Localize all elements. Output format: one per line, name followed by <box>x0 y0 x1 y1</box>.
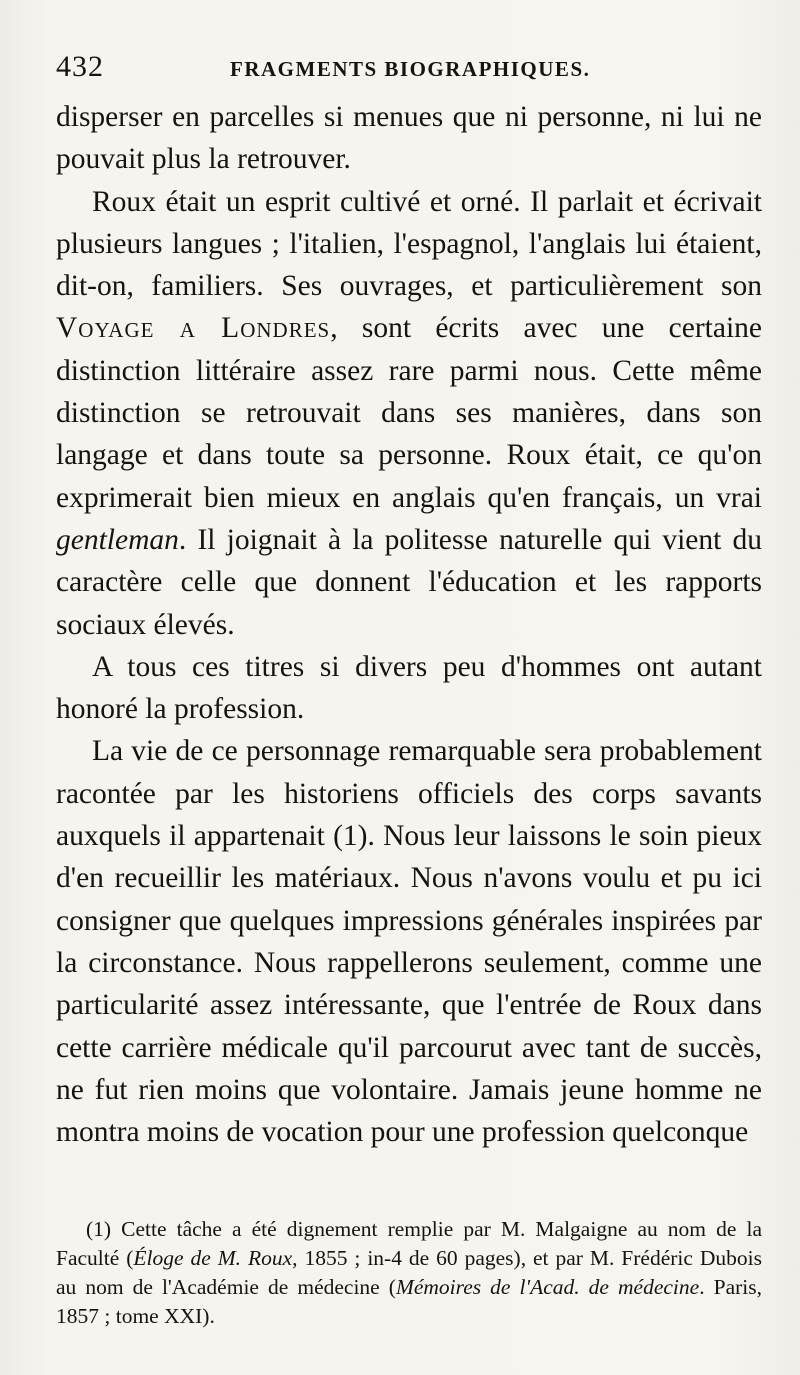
footnote-text: . Paris, 1857 ; tome XXI). <box>56 1275 763 1329</box>
paragraph-roux-esprit <box>56 181 762 646</box>
paragraph-text: , sont écrits avec une certaine distinction littéraire assez rare parmi nous. Cette même distinction se retrouvait dans ses manières, dans son langage et dans toute sa personne. Roux était, ce qu'on exprimerait bien mieux en anglais qu'en français, un vrai <box>56 312 762 514</box>
paragraph-continuation: disperser en parcelles si menues que ni personne, ni lui ne pouvait plus la retrouver. <box>56 101 762 176</box>
footnote-italic: Mémoires de l'Acad. de médecine <box>395 1275 700 1300</box>
running-title: FRAGMENTS BIOGRAPHIQUES. <box>230 57 591 81</box>
italic-word: gentleman <box>56 523 179 556</box>
paragraph-titres: A tous ces titres si divers peu d'hommes ont autant honoré la profession. <box>56 650 762 726</box>
page-header <box>56 50 762 96</box>
footnote-italic: Éloge de M. Roux <box>133 1246 293 1271</box>
main-text <box>56 96 762 1153</box>
footnote <box>56 1215 762 1331</box>
paragraph-text: . Il joignait à la politesse naturelle qui vient du caractère celle que donnent l'éducation et les rapports sociaux élevés. <box>56 523 762 641</box>
paragraph-vie: La vie de ce personnage remarquable sera probablement racontée par les historiens officiels des corps savants auxquels il appartenait (1). Nous leur laissons le soin pieux d'en recueillir les matériaux. Nous n'avons voulu et pu ici consigner que quelques impressions générales inspirées par la circonstance. Nous rappellerons seulement, comme une particularité assez intéressante, que l'entrée de Roux dans cette carrière médicale qu'il parcourut avec tant de succès, ne fut rien moins que volontaire. Jamais jeune homme ne montra moins de vocation pour une profession quelconque <box>56 735 762 1149</box>
footnote-text: , 1855 ; in-4 de 60 pages), et par M. Frédéric Dubois au nom de l'Académie de médecine ( <box>56 1246 763 1300</box>
page-number: 432 <box>56 50 104 83</box>
footnote-text: Cette tâche a été dignement remplie par M. Malgaigne au nom de la Faculté ( <box>56 1217 762 1271</box>
footnote-marker: (1) <box>86 1217 112 1242</box>
paragraph-text: Roux était un esprit cultivé et orné. Il parlait et écrivait plusieurs langues ; l'italien, l'espagnol, l'anglais lui étaient, dit-on, familiers. Ses ouvrages, et particulièrement son <box>56 185 762 303</box>
book-title: Voyage a Londres <box>56 312 331 345</box>
